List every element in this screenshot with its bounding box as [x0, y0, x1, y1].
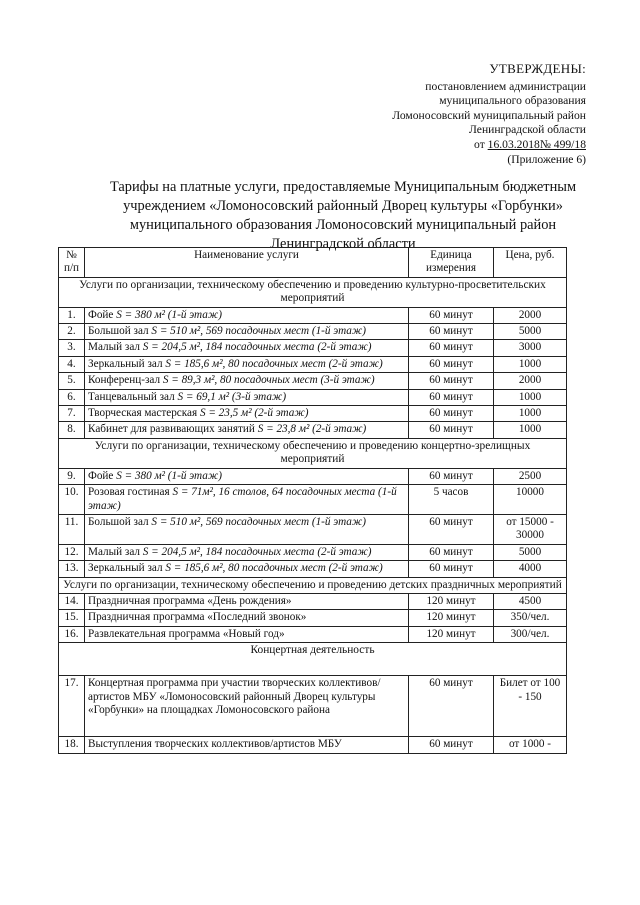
price-value: 350/чел. [494, 610, 567, 626]
unit-value: 120 минут [409, 593, 494, 609]
tariffs-table [58, 247, 567, 754]
table-row [59, 340, 567, 356]
title-line: муниципального образования Ломоносовский муниципальный район [129, 217, 557, 233]
section-title: Услуги по организации, техническому обеспечению и проведению концертно-зрелищных мероприятий [59, 438, 567, 468]
price-value: от 1000 - [494, 737, 567, 753]
unit-value: 120 минут [409, 610, 494, 626]
table-row [59, 514, 567, 544]
appendix-note: (Приложение 6) [507, 152, 586, 166]
row-number: 12. [59, 544, 85, 560]
approval-line: постановлением администрации [425, 79, 586, 93]
service-title: Праздничная программа «Последний звонок» [88, 611, 307, 624]
service-title: Малый зал [88, 545, 140, 558]
title-line: учреждением «Ломоносовский районный Дворец культуры «Горбунки» [123, 198, 563, 214]
service-area-detail: Ѕ = 510 м², 569 посадочных мест (1-й этаж) [151, 325, 367, 338]
row-number: 8. [59, 422, 85, 438]
table-row [59, 485, 567, 515]
table-row [59, 561, 567, 577]
section-row [59, 643, 567, 676]
table-row [59, 737, 567, 753]
service-title: Большой зал [88, 515, 149, 528]
table-row [59, 593, 567, 609]
unit-value: 60 минут [409, 561, 494, 577]
table-row [59, 544, 567, 560]
service-name [85, 626, 409, 642]
price-value: 3000 [494, 340, 567, 356]
service-area-detail: Ѕ = 23,5 м² (2-й этаж) [199, 407, 309, 420]
price-value: 2000 [494, 307, 567, 323]
service-title: Концертная программа при участии творческих коллективов/артистов МБУ «Ломоносовский районный Дворец культуры «Горбунки» на площадках Ломоносовского района [88, 677, 381, 716]
service-title: Выступления творческих коллективов/артистов МБУ [88, 738, 342, 751]
service-title: Розовая гостиная [88, 486, 170, 499]
service-title: Фойе [88, 469, 114, 482]
row-number: 7. [59, 406, 85, 422]
service-title: Фойе [88, 308, 114, 321]
service-name [85, 737, 409, 753]
price-value: 5000 [494, 544, 567, 560]
row-number: 3. [59, 340, 85, 356]
price-value: 1000 [494, 406, 567, 422]
unit-value: 60 минут [409, 356, 494, 372]
section-row [59, 577, 567, 593]
price-value: 1000 [494, 422, 567, 438]
service-area-detail: Ѕ = 204,5 м², 184 посадочных места (2-й этаж) [142, 341, 372, 354]
row-number: 13. [59, 561, 85, 577]
table-row [59, 307, 567, 323]
table-row [59, 626, 567, 642]
header-price: Цена, руб. [494, 248, 567, 278]
section-title: Услуги по организации, техническому обеспечению и проведению культурно-просветительских мероприятий [59, 277, 567, 307]
rows-group-1 [59, 307, 567, 438]
service-title: Развлекательная программа «Новый год» [88, 627, 285, 640]
unit-value: 60 минут [409, 406, 494, 422]
service-name [85, 485, 409, 515]
service-name [85, 544, 409, 560]
table-row [59, 676, 567, 737]
service-area-detail: Ѕ = 510 м², 569 посадочных мест (1-й этаж) [151, 515, 367, 528]
service-area-detail: Ѕ = 380 м² (1-й этаж) [116, 469, 222, 482]
title-line: Ленинградской области [270, 236, 416, 252]
price-value: 1000 [494, 389, 567, 405]
service-name [85, 422, 409, 438]
service-title: Малый зал [88, 341, 140, 354]
approval-date-line [286, 138, 586, 153]
service-name [85, 373, 409, 389]
approval-block [286, 62, 586, 167]
rows-group-2 [59, 468, 567, 577]
service-name [85, 307, 409, 323]
price-value: 10000 [494, 485, 567, 515]
service-name [85, 468, 409, 484]
header-name: Наименование услуги [85, 248, 409, 278]
service-area-detail: Ѕ = 89,3 м², 80 посадочных мест (3-й этаж) [162, 374, 375, 387]
row-number: 11. [59, 514, 85, 544]
row-number: 18. [59, 737, 85, 753]
service-title: Зеркальный зал [88, 562, 163, 575]
table-row [59, 373, 567, 389]
table-row [59, 610, 567, 626]
price-value: 4000 [494, 561, 567, 577]
service-name [85, 340, 409, 356]
price-value: 2500 [494, 468, 567, 484]
service-name [85, 324, 409, 340]
date-prefix: от [474, 137, 488, 151]
table-row [59, 422, 567, 438]
price-value: от 15000 - 30000 [494, 514, 567, 544]
service-name [85, 561, 409, 577]
service-name [85, 610, 409, 626]
service-area-detail: Ѕ = 185,6 м², 80 посадочных мест (2-й этаж) [165, 562, 383, 575]
price-value: 5000 [494, 324, 567, 340]
price-value: 1000 [494, 356, 567, 372]
header-unit: Единица измерения [409, 248, 494, 278]
service-area-detail: Ѕ = 185,6 м², 80 посадочных мест (2-й этаж) [165, 357, 383, 370]
section-row [59, 277, 567, 307]
approval-date: 16.03.2018№ 499/18 [487, 137, 586, 151]
section-row [59, 438, 567, 468]
service-title: Творческая мастерская [88, 407, 198, 420]
price-value: 4500 [494, 593, 567, 609]
price-value: 300/чел. [494, 626, 567, 642]
approval-line: Ломоносовский муниципальный район [392, 108, 586, 122]
row-number: 10. [59, 485, 85, 515]
service-name [85, 514, 409, 544]
service-area-detail: Ѕ = 204,5 м², 184 посадочных места (2-й этаж) [142, 545, 372, 558]
title-line: Тарифы на платные услуги, предоставляемые Муниципальным бюджетным [109, 179, 577, 195]
unit-value: 60 минут [409, 340, 494, 356]
rows-group-3 [59, 593, 567, 642]
service-name [85, 406, 409, 422]
row-number: 15. [59, 610, 85, 626]
header-num: № п/п [59, 248, 85, 278]
approval-heading: УТВЕРЖДЕНЫ: [489, 61, 586, 76]
service-title: Танцевальный зал [88, 390, 175, 403]
service-area-detail: Ѕ = 23,8 м² (2-й этаж) [257, 423, 367, 436]
service-name [85, 676, 409, 737]
table-row [59, 356, 567, 372]
service-area-detail: Ѕ = 380 м² (1-й этаж) [116, 308, 222, 321]
service-name [85, 593, 409, 609]
rows-group-4 [59, 676, 567, 753]
section-title: Концертная деятельность [59, 643, 567, 676]
row-number: 5. [59, 373, 85, 389]
document-title [78, 178, 608, 254]
unit-value: 60 минут [409, 422, 494, 438]
approval-line: муниципального образования [439, 94, 586, 108]
row-number: 4. [59, 356, 85, 372]
unit-value: 60 минут [409, 373, 494, 389]
section-title: Услуги по организации, техническому обеспечению и проведению детских праздничных мероприятий [59, 577, 567, 593]
service-title: Конференц-зал [88, 374, 161, 387]
price-value: 2000 [494, 373, 567, 389]
table-row [59, 468, 567, 484]
row-number: 17. [59, 676, 85, 737]
unit-value: 60 минут [409, 737, 494, 753]
unit-value: 60 минут [409, 307, 494, 323]
unit-value: 60 минут [409, 468, 494, 484]
unit-value: 60 минут [409, 676, 494, 737]
unit-value: 60 минут [409, 324, 494, 340]
service-title: Праздничная программа «День рождения» [88, 594, 292, 607]
row-number: 2. [59, 324, 85, 340]
row-number: 1. [59, 307, 85, 323]
service-name [85, 389, 409, 405]
row-number: 14. [59, 593, 85, 609]
unit-value: 60 минут [409, 514, 494, 544]
service-area-detail: Ѕ = 69,1 м² (3-й этаж) [177, 390, 287, 403]
table-row [59, 324, 567, 340]
service-name [85, 356, 409, 372]
unit-value: 5 часов [409, 485, 494, 515]
service-title: Зеркальный зал [88, 357, 163, 370]
service-title: Кабинет для развивающих занятий [88, 423, 255, 436]
row-number: 6. [59, 389, 85, 405]
approval-line: Ленинградской области [469, 123, 586, 137]
service-title: Большой зал [88, 325, 149, 338]
row-number: 16. [59, 626, 85, 642]
service-area-detail: Ѕ = 71м², 16 столов, 64 посадочных места (1-й этаж) [88, 486, 397, 512]
table-row [59, 406, 567, 422]
price-value: Билет от 100 - 150 [494, 676, 567, 737]
unit-value: 60 минут [409, 389, 494, 405]
row-number: 9. [59, 468, 85, 484]
table-header-row [59, 248, 567, 278]
unit-value: 120 минут [409, 626, 494, 642]
table-row [59, 389, 567, 405]
unit-value: 60 минут [409, 544, 494, 560]
